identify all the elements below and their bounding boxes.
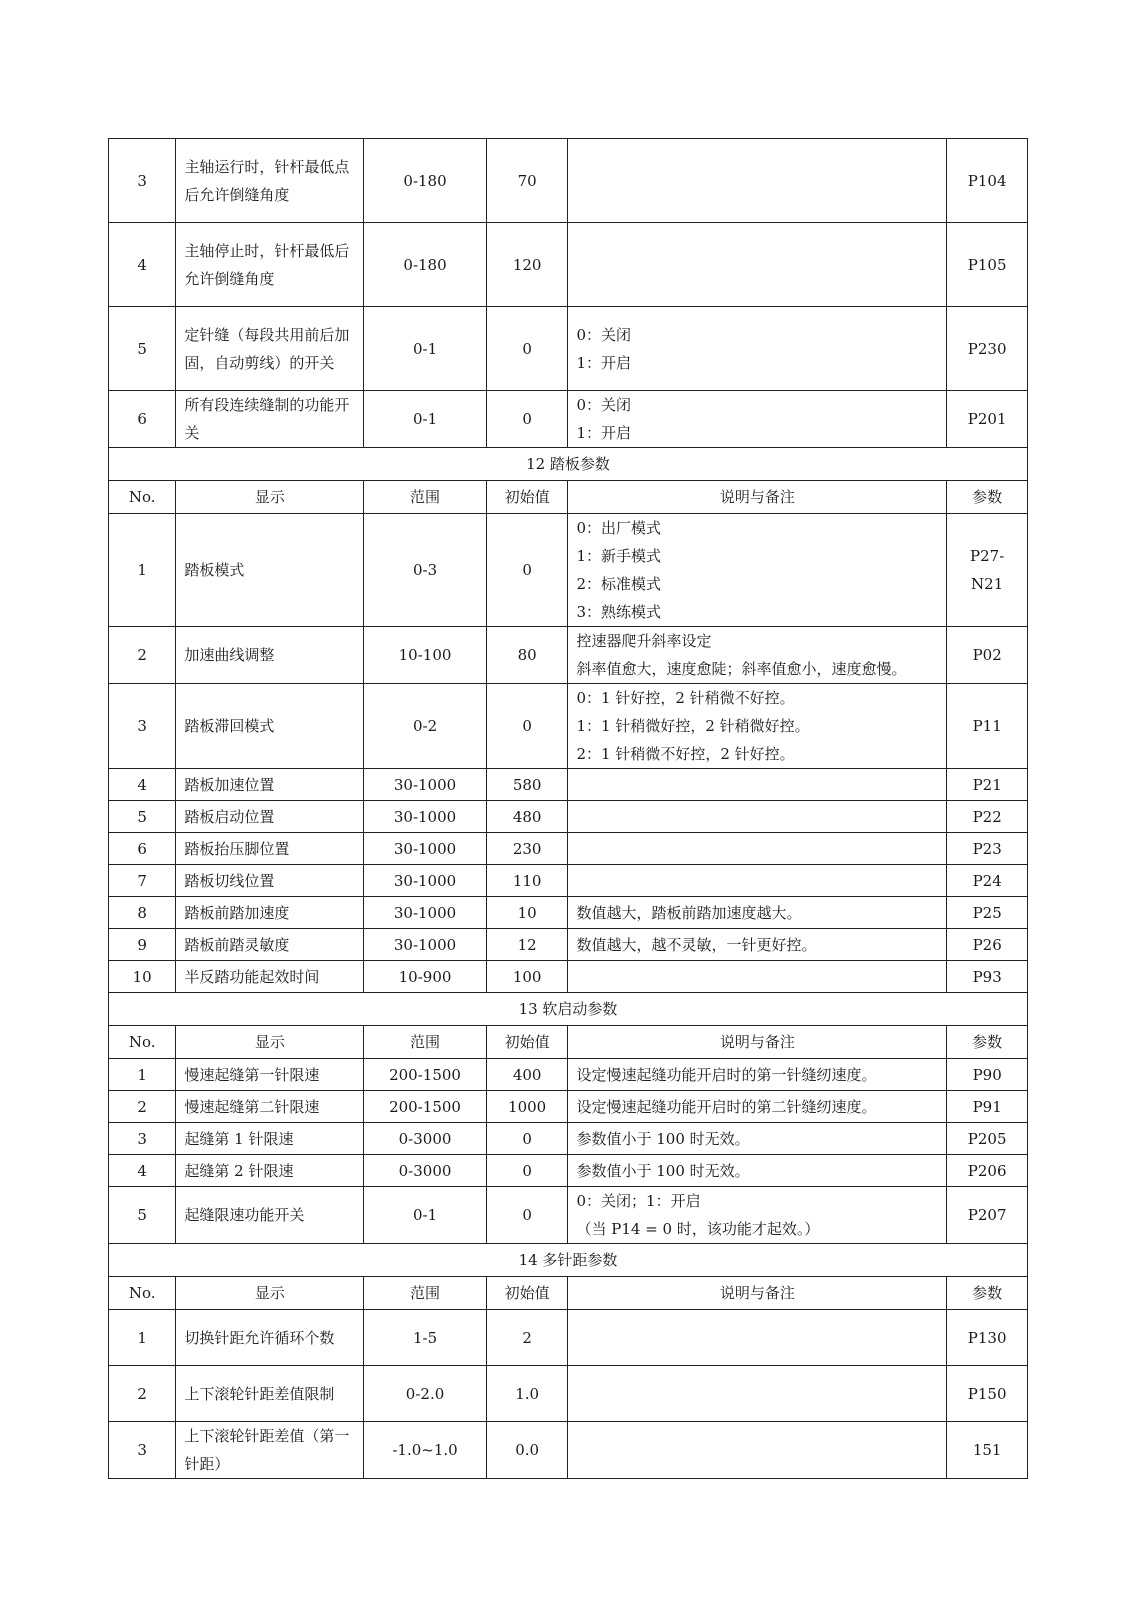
table-row	[109, 627, 1028, 684]
row-initial-value: 120	[486, 223, 568, 307]
description-line: 1：开启	[576, 424, 632, 442]
row-no: 3	[109, 684, 176, 769]
row-param: P104	[947, 139, 1028, 223]
row-range: 200-1500	[364, 1059, 487, 1091]
row-display: 主轴运行时，针杆最低点后允许倒缝角度	[176, 139, 364, 223]
row-no: 4	[109, 1155, 176, 1187]
description-line: 参数值小于 100 时无效。	[576, 1129, 750, 1148]
row-no: 3	[109, 1422, 176, 1479]
row-no: 8	[109, 897, 176, 929]
row-no: 4	[109, 769, 176, 801]
header-range: 范围	[364, 1277, 487, 1310]
row-no: 2	[109, 1091, 176, 1123]
row-description	[568, 1155, 947, 1187]
table-row	[109, 1187, 1028, 1244]
row-initial-value: 2	[486, 1310, 568, 1366]
row-description	[568, 801, 947, 833]
table-row	[109, 1310, 1028, 1366]
description-line: 0：关闭	[576, 325, 632, 344]
row-range: 0-2	[364, 684, 487, 769]
table-row	[109, 1422, 1028, 1479]
row-display: 踏板前踏加速度	[176, 897, 364, 929]
description-line: 1：开启	[576, 353, 632, 372]
row-no: 1	[109, 1059, 176, 1091]
row-initial-value: 110	[486, 865, 568, 897]
row-description	[568, 391, 947, 448]
row-range: 30-1000	[364, 769, 487, 801]
row-no: 1	[109, 514, 176, 627]
header-description: 说明与备注	[568, 481, 947, 514]
row-description	[568, 1366, 947, 1422]
table-row	[109, 684, 1028, 769]
description-line: 2：1 针稍微不好控，2 针好控。	[576, 745, 795, 763]
row-range: 0-1	[364, 307, 487, 391]
row-range: 0-2.0	[364, 1366, 487, 1422]
row-initial-value: 100	[486, 961, 568, 993]
description-line: 1：新手模式	[576, 547, 662, 565]
table-row	[109, 801, 1028, 833]
row-param: P11	[947, 684, 1028, 769]
description-line: 2：标准模式	[576, 575, 662, 593]
row-display: 踏板切线位置	[176, 865, 364, 897]
table-row	[109, 769, 1028, 801]
row-display: 加速曲线调整	[176, 627, 364, 684]
row-no: 2	[109, 627, 176, 684]
row-display: 所有段连续缝制的功能开关	[176, 391, 364, 448]
row-no: 5	[109, 801, 176, 833]
header-row	[109, 481, 1028, 514]
row-initial-value: 0	[486, 391, 568, 448]
row-initial-value: 580	[486, 769, 568, 801]
row-description	[568, 627, 947, 684]
row-initial-value: 480	[486, 801, 568, 833]
row-range: 30-1000	[364, 801, 487, 833]
row-description	[568, 1187, 947, 1244]
section-title: 13 软启动参数	[109, 993, 1028, 1026]
description-line: 1：1 针稍微好控，2 针稍微好控。	[576, 717, 810, 735]
row-no: 10	[109, 961, 176, 993]
row-no: 3	[109, 1123, 176, 1155]
row-param: P93	[947, 961, 1028, 993]
row-no: 5	[109, 1187, 176, 1244]
row-description	[568, 929, 947, 961]
row-description	[568, 307, 947, 391]
table-row	[109, 139, 1028, 223]
description-line: 设定慢速起缝功能开启时的第二针缝纫速度。	[576, 1097, 877, 1116]
row-param: P207	[947, 1187, 1028, 1244]
row-initial-value: 0.0	[486, 1422, 568, 1479]
header-display: 显示	[176, 1277, 364, 1310]
row-param: 151	[947, 1422, 1028, 1479]
header-initial-value: 初始值	[486, 1277, 568, 1310]
row-display: 起缝第 2 针限速	[176, 1155, 364, 1187]
row-range: 0-1	[364, 1187, 487, 1244]
row-initial-value: 0	[486, 307, 568, 391]
description-line: 控速器爬升斜率设定	[576, 632, 712, 650]
row-no: 4	[109, 223, 176, 307]
row-param: P130	[947, 1310, 1028, 1366]
row-param: P150	[947, 1366, 1028, 1422]
row-description	[568, 897, 947, 929]
row-display: 上下滚轮针距差值（第一针距）	[176, 1422, 364, 1479]
header-no: No.	[109, 481, 176, 514]
header-display: 显示	[176, 481, 364, 514]
row-display: 踏板滞回模式	[176, 684, 364, 769]
row-initial-value: 10	[486, 897, 568, 929]
description-line: 0：出厂模式	[576, 519, 662, 537]
table-row	[109, 929, 1028, 961]
row-description	[568, 1310, 947, 1366]
row-range: 1-5	[364, 1310, 487, 1366]
row-display: 慢速起缝第二针限速	[176, 1091, 364, 1123]
header-description: 说明与备注	[568, 1277, 947, 1310]
row-display: 踏板启动位置	[176, 801, 364, 833]
row-range: 0-3000	[364, 1123, 487, 1155]
description-line: 0：关闭；1：开启	[576, 1192, 701, 1210]
row-description	[568, 684, 947, 769]
row-description	[568, 1059, 947, 1091]
description-line: 斜率值愈大，速度愈陡；斜率值愈小，速度愈慢。	[576, 660, 907, 678]
row-range: 0-3000	[364, 1155, 487, 1187]
row-display: 上下滚轮针距差值限制	[176, 1366, 364, 1422]
header-no: No.	[109, 1026, 176, 1059]
row-initial-value: 80	[486, 627, 568, 684]
description-line: 数值越大，越不灵敏，一针更好控。	[576, 935, 817, 954]
row-range: 200-1500	[364, 1091, 487, 1123]
description-line: 数值越大，踏板前踏加速度越大。	[576, 903, 802, 922]
row-param: P91	[947, 1091, 1028, 1123]
header-param: 参数	[947, 481, 1028, 514]
row-description	[568, 139, 947, 223]
row-param: P27-N21	[947, 514, 1028, 627]
row-display: 踏板模式	[176, 514, 364, 627]
table-row	[109, 1059, 1028, 1091]
row-range: 30-1000	[364, 897, 487, 929]
row-param: P205	[947, 1123, 1028, 1155]
row-description	[568, 961, 947, 993]
row-display: 切换针距允许循环个数	[176, 1310, 364, 1366]
header-param: 参数	[947, 1026, 1028, 1059]
row-initial-value: 0	[486, 1155, 568, 1187]
description-line: 3：熟练模式	[576, 603, 662, 621]
row-display: 半反踏功能起效时间	[176, 961, 364, 993]
description-line: 参数值小于 100 时无效。	[576, 1161, 750, 1180]
description-line: 0：关闭	[576, 396, 632, 414]
row-range: 10-900	[364, 961, 487, 993]
header-range: 范围	[364, 481, 487, 514]
row-initial-value: 70	[486, 139, 568, 223]
table-row	[109, 1123, 1028, 1155]
table-row	[109, 1091, 1028, 1123]
row-no: 9	[109, 929, 176, 961]
row-initial-value: 0	[486, 514, 568, 627]
row-param: P25	[947, 897, 1028, 929]
row-initial-value: 0	[486, 684, 568, 769]
row-description	[568, 865, 947, 897]
table-row	[109, 223, 1028, 307]
table-row	[109, 514, 1028, 627]
section-title: 14 多针距参数	[109, 1244, 1028, 1277]
row-initial-value: 12	[486, 929, 568, 961]
row-description	[568, 514, 947, 627]
row-display: 起缝限速功能开关	[176, 1187, 364, 1244]
header-row	[109, 1026, 1028, 1059]
description-line: （当 P14 = 0 时，该功能才起效。）	[576, 1220, 820, 1238]
row-no: 3	[109, 139, 176, 223]
table-row	[109, 897, 1028, 929]
row-param: P02	[947, 627, 1028, 684]
header-description: 说明与备注	[568, 1026, 947, 1059]
row-param: P201	[947, 391, 1028, 448]
row-initial-value: 230	[486, 833, 568, 865]
row-display: 慢速起缝第一针限速	[176, 1059, 364, 1091]
section-title-row	[109, 993, 1028, 1026]
row-range: 0-180	[364, 139, 487, 223]
header-param: 参数	[947, 1277, 1028, 1310]
row-param: P23	[947, 833, 1028, 865]
row-description	[568, 1123, 947, 1155]
row-param: P90	[947, 1059, 1028, 1091]
header-display: 显示	[176, 1026, 364, 1059]
row-param: P206	[947, 1155, 1028, 1187]
table-row	[109, 307, 1028, 391]
row-display: 踏板加速位置	[176, 769, 364, 801]
table-row	[109, 1155, 1028, 1187]
row-initial-value: 400	[486, 1059, 568, 1091]
row-display: 起缝第 1 针限速	[176, 1123, 364, 1155]
row-initial-value: 1.0	[486, 1366, 568, 1422]
row-no: 5	[109, 307, 176, 391]
row-display: 主轴停止时，针杆最低后允许倒缝角度	[176, 223, 364, 307]
row-description	[568, 1091, 947, 1123]
parameter-table	[108, 138, 1028, 1479]
row-description	[568, 769, 947, 801]
row-range: 30-1000	[364, 929, 487, 961]
row-no: 6	[109, 391, 176, 448]
row-initial-value: 1000	[486, 1091, 568, 1123]
header-range: 范围	[364, 1026, 487, 1059]
row-display: 定针缝（每段共用前后加固，自动剪线）的开关	[176, 307, 364, 391]
row-display: 踏板前踏灵敏度	[176, 929, 364, 961]
row-param: P22	[947, 801, 1028, 833]
row-description	[568, 833, 947, 865]
row-no: 2	[109, 1366, 176, 1422]
row-range: 0-1	[364, 391, 487, 448]
section-title-row	[109, 1244, 1028, 1277]
section-title-row	[109, 448, 1028, 481]
description-line: 设定慢速起缝功能开启时的第一针缝纫速度。	[576, 1065, 877, 1084]
header-no: No.	[109, 1277, 176, 1310]
row-description	[568, 1422, 947, 1479]
row-range: 0-180	[364, 223, 487, 307]
table-row	[109, 961, 1028, 993]
description-line: 0：1 针好控，2 针稍微不好控。	[576, 689, 795, 707]
row-param: P21	[947, 769, 1028, 801]
row-range: 10-100	[364, 627, 487, 684]
header-initial-value: 初始值	[486, 481, 568, 514]
header-row	[109, 1277, 1028, 1310]
row-range: 0-3	[364, 514, 487, 627]
row-param: P26	[947, 929, 1028, 961]
section-title: 12 踏板参数	[109, 448, 1028, 481]
row-param: P105	[947, 223, 1028, 307]
row-param: P230	[947, 307, 1028, 391]
row-no: 1	[109, 1310, 176, 1366]
row-initial-value: 0	[486, 1123, 568, 1155]
row-range: 30-1000	[364, 865, 487, 897]
table-row	[109, 391, 1028, 448]
row-initial-value: 0	[486, 1187, 568, 1244]
row-range: 30-1000	[364, 833, 487, 865]
table-row	[109, 1366, 1028, 1422]
header-initial-value: 初始值	[486, 1026, 568, 1059]
row-no: 7	[109, 865, 176, 897]
row-no: 6	[109, 833, 176, 865]
row-description	[568, 223, 947, 307]
row-display: 踏板抬压脚位置	[176, 833, 364, 865]
table-row	[109, 833, 1028, 865]
row-range: -1.0~1.0	[364, 1422, 487, 1479]
table-row	[109, 865, 1028, 897]
row-param: P24	[947, 865, 1028, 897]
